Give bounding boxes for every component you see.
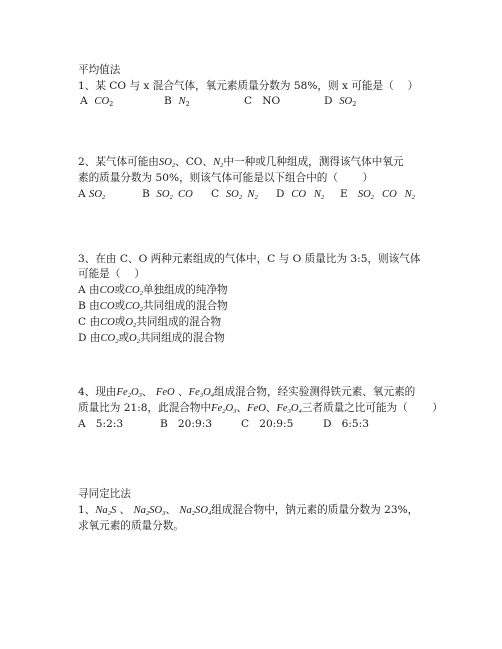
- q1-option-d-formula: SO: [339, 96, 353, 107]
- q2-option-a-letter: A: [78, 188, 86, 200]
- question-3-option-a: A 由CO或$CO_2$单独组成的纯净物: [78, 284, 228, 297]
- q1-option-b-sub: 2: [185, 100, 190, 108]
- question-3-option-b: B 由CO或$CO_2$共同组成的混合物: [78, 300, 228, 313]
- question-3-line-2: 可能是（ ）: [78, 268, 145, 280]
- q2-option-d-letter: D: [276, 188, 285, 200]
- section-heading-average: 平均值法: [78, 64, 121, 76]
- question-1-text: 1、某 CO 与 x 混合气体，氧元素质量分数为 58%，则 x 可能是（ ）: [78, 80, 419, 92]
- q2-option-d-formula: CO $N_2$: [291, 189, 325, 201]
- q1-option-b-letter: B: [164, 95, 172, 107]
- q2-formula-n2: $N_2$: [213, 157, 224, 169]
- q1-option-b-formula: N: [178, 96, 186, 107]
- q1-option-a-letter: A: [80, 95, 88, 107]
- question-5-line-1: 1、$Na_2S$ 、 $Na_2SO_3$、 $Na_2SO_4$组成混合物中，钠元素的质量分数为 23%，: [78, 504, 419, 517]
- q2-option-a-formula: $SO_2$: [89, 189, 106, 201]
- q1-option-d-sub: 2: [352, 100, 357, 108]
- question-5-line-2: 求氧元素的质量分数。: [78, 520, 184, 532]
- q1-option-d-letter: D: [324, 95, 333, 107]
- question-4-line-1: 4、现由$Fe_2O_3$、 FeO 、$Fe_3O_4$组成混合物，经实验测得铁元素、氧元素的: [78, 386, 416, 399]
- q2-text-part-1: 2、某气体可能由: [78, 156, 159, 168]
- question-3-line-1: 3、在由 C、O 两种元素组成的气体中，C 与 O 质量比为 3:5，则该气体: [78, 253, 421, 265]
- q2-option-c-letter: C: [211, 188, 220, 200]
- question-3-option-c: C 由CO或$O_2$共同组成的混合物: [78, 316, 222, 329]
- q2-text-part-2: 、CO、: [175, 156, 214, 168]
- section-heading-fixed-ratio: 寻同定比法: [78, 488, 131, 500]
- question-2-line-1: [78, 156, 404, 169]
- q1-option-a-formula: CO: [94, 96, 110, 107]
- question-4-line-2: 质量比为 21:8，此混合物中$Fe_2O_3$、FeO、$Fe_3O_4$三者质量之比可能为（ ）: [78, 402, 443, 415]
- question-3-option-d: D 由$CO_2$或$O_2$共同组成的混合物: [78, 332, 225, 345]
- q2-option-b-formula: $SO_2$ CO: [156, 189, 193, 201]
- q1-option-c-letter: C: [244, 95, 253, 107]
- q2-option-c-formula: $SO_2$ $N_2$: [225, 189, 258, 201]
- question-4-options: A 5:2:3 B 20:9:3 C 20:9:5 D 6:5:3: [78, 418, 369, 430]
- q2-option-e-letter: E: [340, 188, 348, 200]
- q2-formula-so2: $SO_2$: [158, 157, 176, 169]
- q2-option-b-letter: B: [142, 188, 150, 200]
- q1-option-a-sub: 2: [109, 100, 114, 108]
- q1-option-c-formula: NO: [262, 95, 281, 107]
- q2-option-e-formula: $SO_2$ CO $N_2$: [357, 189, 415, 201]
- q2-text-part-3: 中一种或几种组成，测得该气体中氧元: [223, 156, 404, 168]
- question-1-options: [80, 95, 420, 109]
- question-2-line-2: 素的质量分数为 50%，则该气体可能是以下组合中的（ ）: [78, 172, 374, 184]
- question-2-options: [78, 188, 438, 202]
